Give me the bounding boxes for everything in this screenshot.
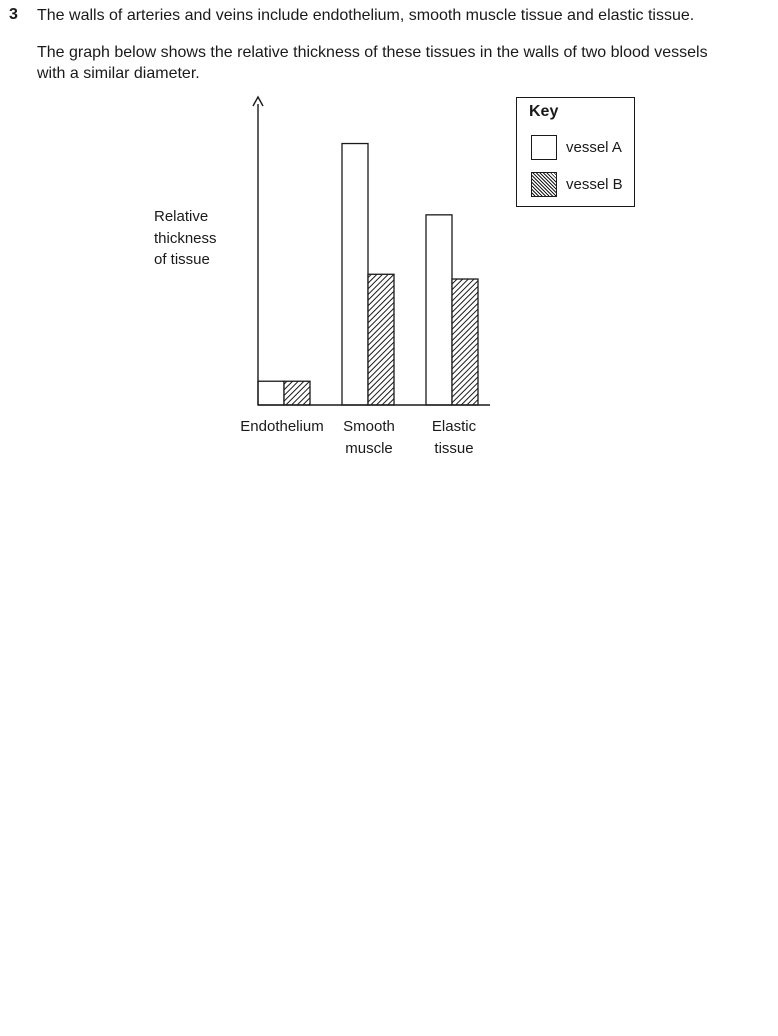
y-axis-label-line: Relative (154, 208, 209, 225)
y-axis-label (154, 206, 244, 271)
bar-vessel-a-endothelium (258, 381, 284, 405)
x-tick-label-smooth-muscle: Smooth muscle (343, 418, 395, 457)
legend-label-vessel-a: vessel A (566, 139, 622, 156)
y-axis-label-line: thickness (154, 229, 217, 247)
legend-swatch-vessel-a (531, 135, 557, 160)
legend-label-vessel-b: vessel B (566, 176, 623, 193)
bar-vessel-a-smooth-muscle (342, 144, 368, 405)
bars-group (258, 144, 478, 405)
x-tick-label-endothelium: Endothelium (240, 418, 324, 435)
question-text: The walls of arteries and veins include endothelium, smooth muscle tissue and elastic tissue. (37, 7, 695, 24)
bar-vessel-a-elastic-tissue (426, 215, 452, 405)
question-number: 3 (9, 6, 18, 23)
bar-vessel-b-endothelium (284, 381, 310, 405)
legend-swatch-vessel-b (531, 172, 557, 197)
x-tick-label-elastic-tissue: Elastic tissue (431, 418, 477, 457)
legend (516, 97, 635, 207)
bar-vessel-b-elastic-tissue (452, 279, 478, 405)
question-intro: The graph below shows the relative thickness of these tissues in the walls of two blood vessels with a similar diameter. (37, 44, 708, 82)
y-axis-label-line: of tissue (154, 251, 210, 268)
legend-title: Key (529, 103, 559, 120)
bar-vessel-b-smooth-muscle (368, 274, 394, 405)
